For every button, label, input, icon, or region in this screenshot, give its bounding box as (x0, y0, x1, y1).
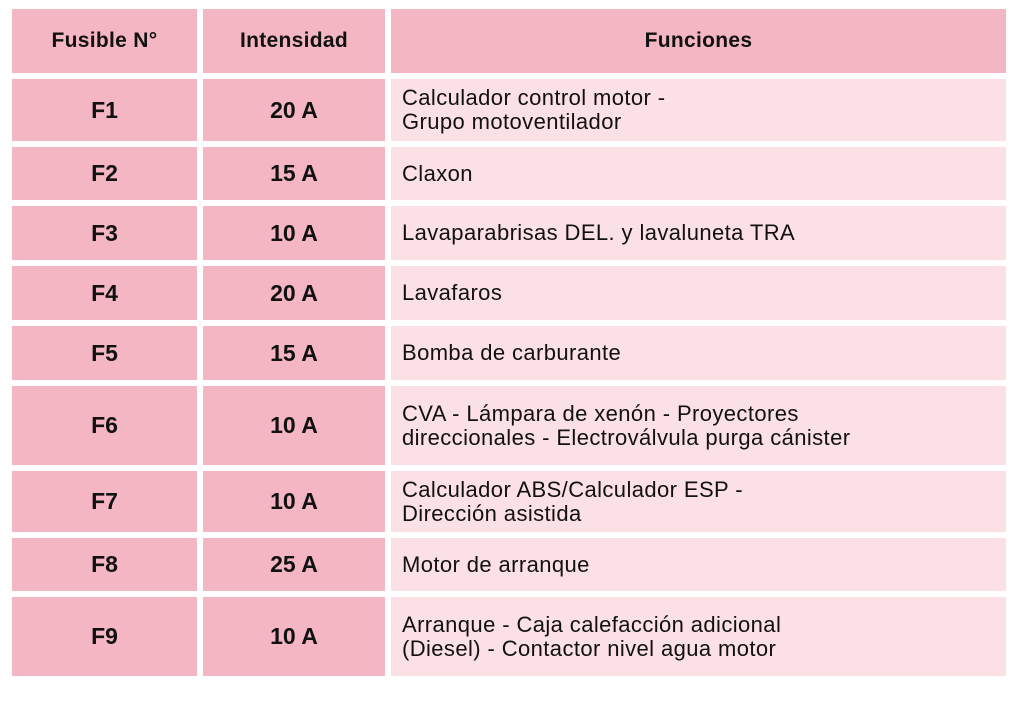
functions-cell (391, 326, 1006, 380)
amperage-cell: 20 A (203, 266, 385, 320)
fuse-cell: F6 (12, 386, 197, 465)
fuse-cell: F4 (12, 266, 197, 320)
functions-text: Bomba de carburante (402, 340, 622, 365)
fuse-cell: F3 (12, 206, 197, 260)
functions-cell (391, 471, 1006, 532)
fuse-cell: F1 (12, 79, 197, 141)
functions-cell (391, 538, 1006, 591)
functions-cell (391, 147, 1006, 200)
functions-text: CVA - Lámpara de xenón - Proyectores direccionales - Electroválvula purga cánister (402, 400, 851, 450)
functions-text: Calculador control motor - Grupo motoventilador (402, 85, 666, 134)
header-functions: Funciones (391, 9, 1006, 73)
amperage-cell: 15 A (203, 147, 385, 200)
functions-text: Lavaparabrisas DEL. y lavaluneta TRA (402, 220, 796, 245)
fuse-table (12, 9, 1006, 676)
amperage-cell: 10 A (203, 471, 385, 532)
functions-text: Arranque - Caja calefacción adicional (Diesel) - Contactor nivel agua motor (402, 611, 782, 661)
fuse-cell: F2 (12, 147, 197, 200)
functions-text: Lavafaros (402, 280, 503, 305)
amperage-cell: 25 A (203, 538, 385, 591)
functions-cell (391, 206, 1006, 260)
fuse-cell: F7 (12, 471, 197, 532)
header-fuse-number: Fusible N° (12, 9, 197, 73)
fuse-cell: F5 (12, 326, 197, 380)
amperage-cell: 10 A (203, 206, 385, 260)
fuse-cell: F8 (12, 538, 197, 591)
amperage-cell: 10 A (203, 386, 385, 465)
functions-cell (391, 386, 1006, 465)
fuse-cell: F9 (12, 597, 197, 676)
functions-text: Motor de arranque (402, 551, 590, 577)
functions-text: Claxon (402, 160, 473, 186)
amperage-cell: 15 A (203, 326, 385, 380)
functions-cell (391, 597, 1006, 676)
functions-cell (391, 266, 1006, 320)
amperage-cell: 10 A (203, 597, 385, 676)
functions-text: Calculador ABS/Calculador ESP - Dirección asistida (402, 476, 743, 526)
amperage-cell: 20 A (203, 79, 385, 141)
functions-cell (391, 79, 1006, 141)
header-amperage: Intensidad (203, 9, 385, 73)
